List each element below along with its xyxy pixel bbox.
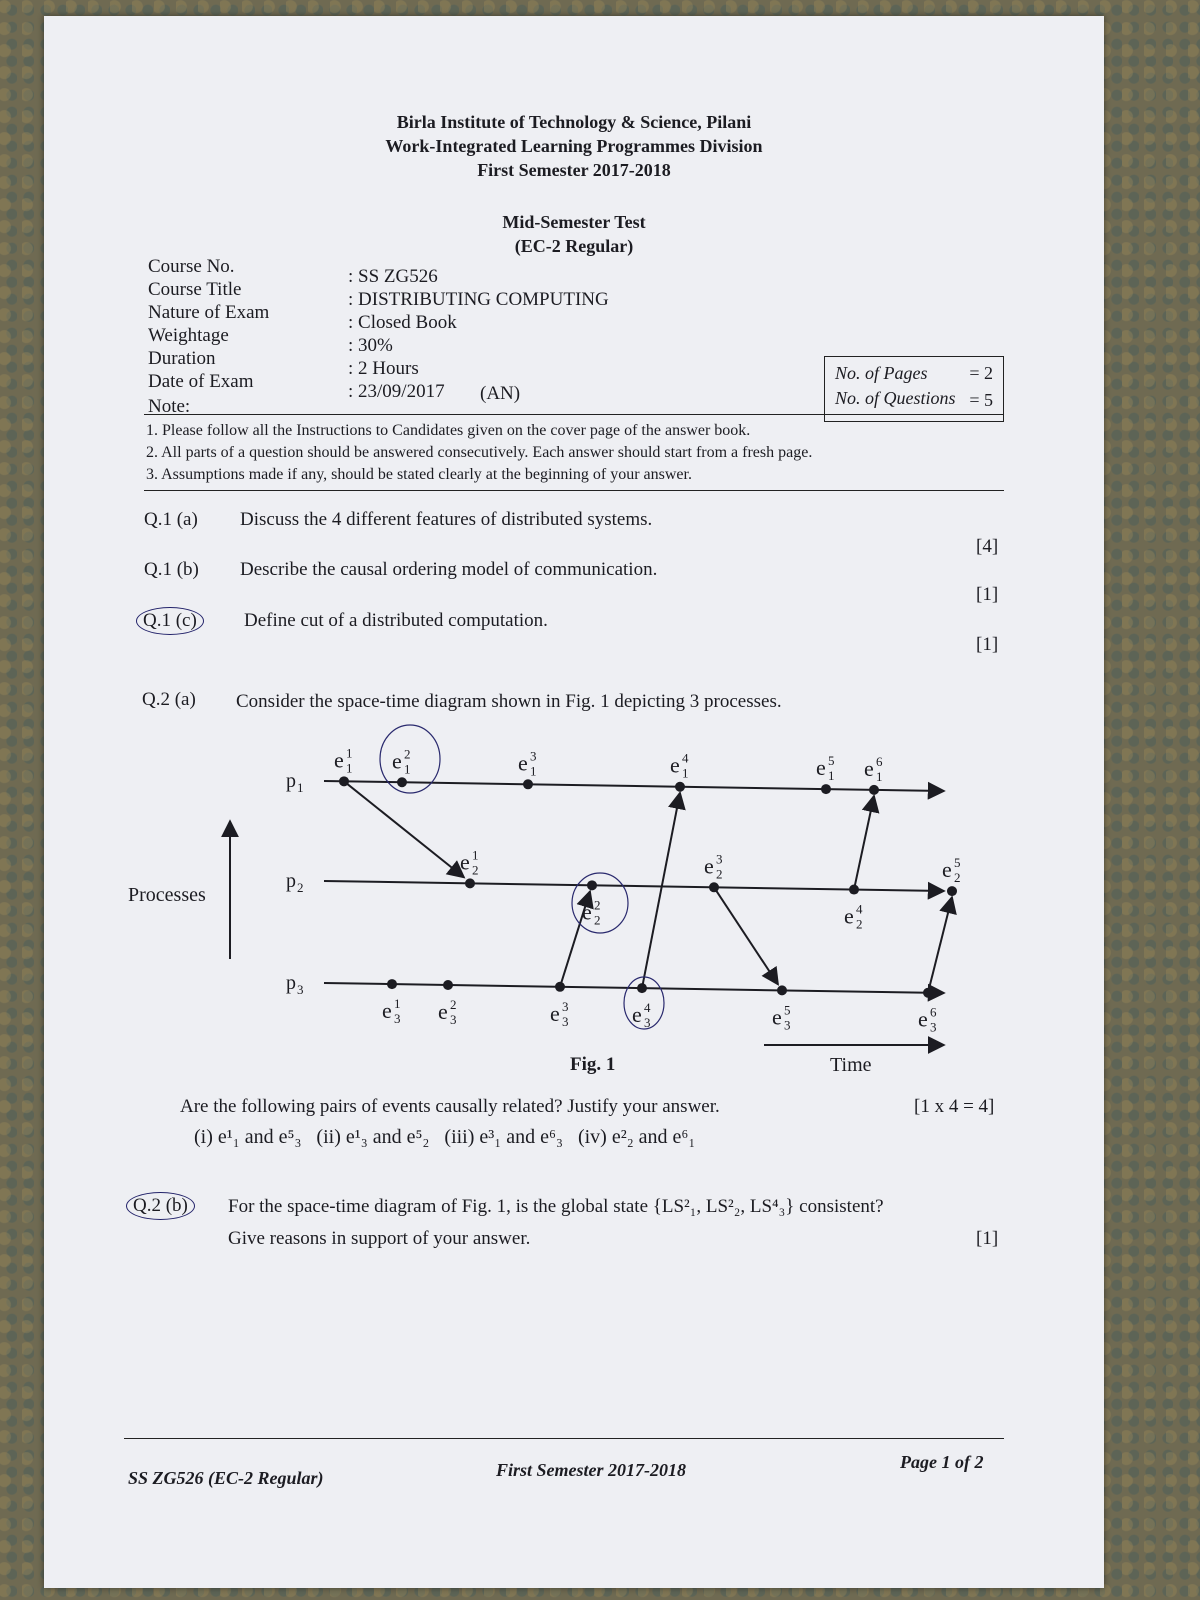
weightage-label: Weightage (148, 325, 229, 346)
q2b-number: Q.2 (b) (126, 1192, 195, 1220)
event-p1-2-label: e (392, 748, 402, 774)
event-p3-3-sup: 3 (562, 998, 569, 1014)
figure-caption: Fig. 1 (570, 1054, 616, 1075)
course-no-value: : SS ZG526 (348, 266, 438, 287)
event-p2c-3-sup: 3 (716, 851, 723, 867)
event-p2a-1-sup: 1 (472, 847, 479, 863)
event-p2c-3-dot (709, 882, 719, 892)
event-p3-5-sub: 3 (784, 1017, 791, 1033)
footer-page: Page 1 of 2 (900, 1452, 984, 1472)
test-type: (EC-2 Regular) (514, 236, 634, 256)
event-p1-6-label: e (864, 755, 874, 781)
event-p1-3-label: e (518, 750, 528, 776)
q2b-marks: [1] (976, 1228, 999, 1249)
division-name: Work-Integrated Learning Programmes Division (385, 136, 763, 156)
event-p1-2-dot (397, 777, 407, 787)
note-title: Note: (148, 396, 191, 417)
event-p2e-5-label: e (942, 857, 952, 883)
note-item-1: 1. Please follow all the Instructions to Candidates given on the cover page of the answer book. (146, 422, 751, 439)
event-p3-2-label: e (438, 999, 448, 1024)
q1b-number: Q.1 (b) (144, 559, 199, 580)
event-p2c-3-sub: 2 (716, 866, 723, 882)
event-p1-3-sub: 1 (530, 763, 537, 779)
event-p2e-5-sup: 5 (954, 855, 961, 871)
q2b-text-line2: Give reasons in support of your answer. (228, 1228, 531, 1249)
event-p3-2-dot (443, 980, 453, 990)
event-p1-1-dot (339, 776, 349, 786)
event-p3-4-sup: 4 (644, 1000, 651, 1016)
institute-name: Birla Institute of Technology & Science, Pilani (396, 112, 752, 132)
event-p3-1-dot (387, 979, 397, 989)
time-label: Time (830, 1054, 872, 1076)
event-p3-4-dot (637, 983, 647, 993)
q2a-subquestion: Are the following pairs of events causally related? Justify your answer. (180, 1096, 720, 1117)
event-p1-6-dot (869, 785, 879, 795)
q1a-number: Q.1 (a) (144, 509, 198, 530)
pair-2: (ii) e¹₃ and e⁵₂ (316, 1126, 430, 1148)
questions-label: No. of Questions (835, 388, 956, 408)
exam-paper (44, 16, 1104, 1588)
footer-semester: First Semester 2017-2018 (496, 1460, 687, 1480)
process-label-p1-sub: 1 (297, 780, 304, 795)
q1c-number: Q.1 (c) (136, 607, 204, 635)
event-p2a-1-sub: 2 (472, 862, 479, 878)
process-line-p3 (324, 983, 944, 993)
process-label-p1: p (286, 770, 296, 792)
event-p1-5-label: e (816, 755, 826, 781)
pair-4: (iv) e²₂ and e⁶₁ (577, 1126, 696, 1148)
event-p3-3-dot (555, 982, 565, 992)
pair-1: (i) e¹₁ and e⁵₃ (194, 1126, 302, 1148)
event-p1-3-sup: 3 (530, 748, 537, 764)
course-title-label: Course Title (148, 279, 242, 300)
pages-questions-box (824, 356, 1004, 422)
duration-value: : 2 Hours (348, 358, 419, 379)
message-e11-e21 (344, 781, 464, 877)
q1a-text: Discuss the 4 different features of distributed systems. (240, 509, 653, 530)
questions-value: = 5 (969, 390, 993, 410)
event-p3-1-sub: 3 (394, 1011, 401, 1027)
processes-label: Processes (128, 884, 206, 906)
event-p2a-1-label: e (460, 849, 470, 875)
event-p3-5-label: e (772, 1004, 782, 1030)
event-p1-4-label: e (670, 752, 680, 778)
event-p1-2-sup: 2 (404, 746, 411, 762)
date-value: : 23/09/2017 (348, 381, 445, 402)
event-p1-6-sub: 1 (876, 768, 883, 784)
event-p2d-4-dot (849, 885, 859, 895)
q2a-number: Q.2 (a) (142, 689, 196, 710)
event-p3-4-sub: 3 (644, 1015, 651, 1031)
event-p2e-5-sub: 2 (954, 870, 961, 886)
footer-rule (124, 1438, 1004, 1439)
event-p3-6-dot (923, 988, 933, 998)
q1a-marks: [4] (976, 536, 999, 557)
course-no-label: Course No. (148, 256, 235, 277)
message-e24-e16 (854, 796, 874, 890)
event-p3-3-label: e (550, 1000, 560, 1026)
event-p2d-4-sub: 2 (856, 916, 863, 932)
pages-value: = 2 (969, 363, 993, 383)
message-e23-e35 (714, 887, 778, 984)
q2a-text: Consider the space-time diagram shown in Fig. 1 depicting 3 processes. (236, 691, 782, 712)
event-p1-1-label: e (334, 747, 344, 773)
event-p1-4-sub: 1 (682, 765, 689, 781)
event-p2d-4-label: e (844, 903, 854, 929)
event-p1-1-sup: 1 (346, 745, 353, 761)
process-line-p1 (324, 781, 944, 791)
process-label-p2: p (286, 870, 296, 892)
footer-course: SS ZG526 (EC-2 Regular) (128, 1468, 324, 1488)
message-e34-e14 (642, 793, 680, 988)
note-item-2: 2. All parts of a question should be answered consecutively. Each answer should start from a fresh page. (146, 444, 813, 461)
space-time-diagram (114, 721, 994, 1096)
event-p3-3-sub: 3 (562, 1013, 569, 1029)
test-name: Mid-Semester Test (502, 212, 646, 232)
q2a-marks: [1 x 4 = 4] (914, 1096, 995, 1117)
q2a-pairs (194, 1126, 695, 1149)
process-label-p3-sub: 3 (297, 982, 304, 997)
event-p3-1-sup: 1 (394, 996, 401, 1012)
message-e36-e25 (928, 897, 952, 993)
q1c-marks: [1] (976, 634, 999, 655)
q1b-text: Describe the causal ordering model of communication. (240, 559, 658, 580)
event-p3-2-sup: 2 (450, 997, 457, 1012)
event-p1-3-dot (523, 779, 533, 789)
process-label-p3: p (286, 972, 296, 994)
date-label: Date of Exam (148, 371, 254, 392)
event-p1-4-sup: 4 (682, 750, 689, 766)
event-p3-5-sup: 5 (784, 1002, 791, 1018)
event-p2b-2-dot (587, 880, 597, 890)
event-p1-1-sub: 1 (346, 760, 353, 776)
event-p1-5-sup: 5 (828, 753, 835, 769)
event-p1-2-sub: 1 (404, 761, 411, 777)
event-p3-6-sub: 3 (930, 1019, 937, 1035)
weightage-value: : 30% (348, 335, 393, 356)
event-p2d-4-sup: 4 (856, 901, 863, 917)
nature-label: Nature of Exam (148, 302, 270, 323)
event-p2e-5-dot (947, 886, 957, 896)
q1b-marks: [1] (976, 584, 999, 605)
pair-3: (iii) e³₁ and e⁶₃ (444, 1126, 563, 1148)
event-p2b-2-sup: 2 (594, 897, 601, 913)
event-p3-5-dot (777, 985, 787, 995)
note-bottom-rule (144, 490, 1004, 491)
event-p1-6-sup: 6 (876, 753, 883, 769)
event-p3-6-label: e (918, 1006, 928, 1032)
session-value: (AN) (480, 383, 521, 404)
q2b-text-line1: For the space-time diagram of Fig. 1, is the global state {LS²₁, LS²₂, LS⁴₃} consistent? (228, 1196, 884, 1217)
event-p1-5-dot (821, 784, 831, 794)
course-title-value: : DISTRIBUTING COMPUTING (348, 289, 609, 310)
event-p1-4-dot (675, 782, 685, 792)
note-item-3: 3. Assumptions made if any, should be stated clearly at the beginning of your answer. (146, 466, 692, 483)
event-p3-1-label: e (382, 998, 392, 1024)
event-p2b-2-label: e (582, 899, 592, 925)
nature-value: : Closed Book (348, 312, 457, 333)
event-p3-2-sub: 3 (450, 1012, 457, 1027)
event-p2c-3-label: e (704, 853, 714, 879)
pages-label: No. of Pages (835, 363, 928, 383)
process-label-p2-sub: 2 (297, 880, 304, 895)
q1c-text: Define cut of a distributed computation. (244, 610, 548, 631)
event-p2b-2-sub: 2 (594, 912, 601, 928)
event-p1-5-sub: 1 (828, 768, 835, 784)
duration-label: Duration (148, 348, 216, 369)
semester-title: First Semester 2017-2018 (477, 160, 671, 180)
event-p3-4-label: e (632, 1002, 642, 1028)
note-top-rule (144, 414, 1004, 415)
event-p2a-1-dot (465, 878, 475, 888)
event-p3-6-sup: 6 (930, 1004, 937, 1020)
